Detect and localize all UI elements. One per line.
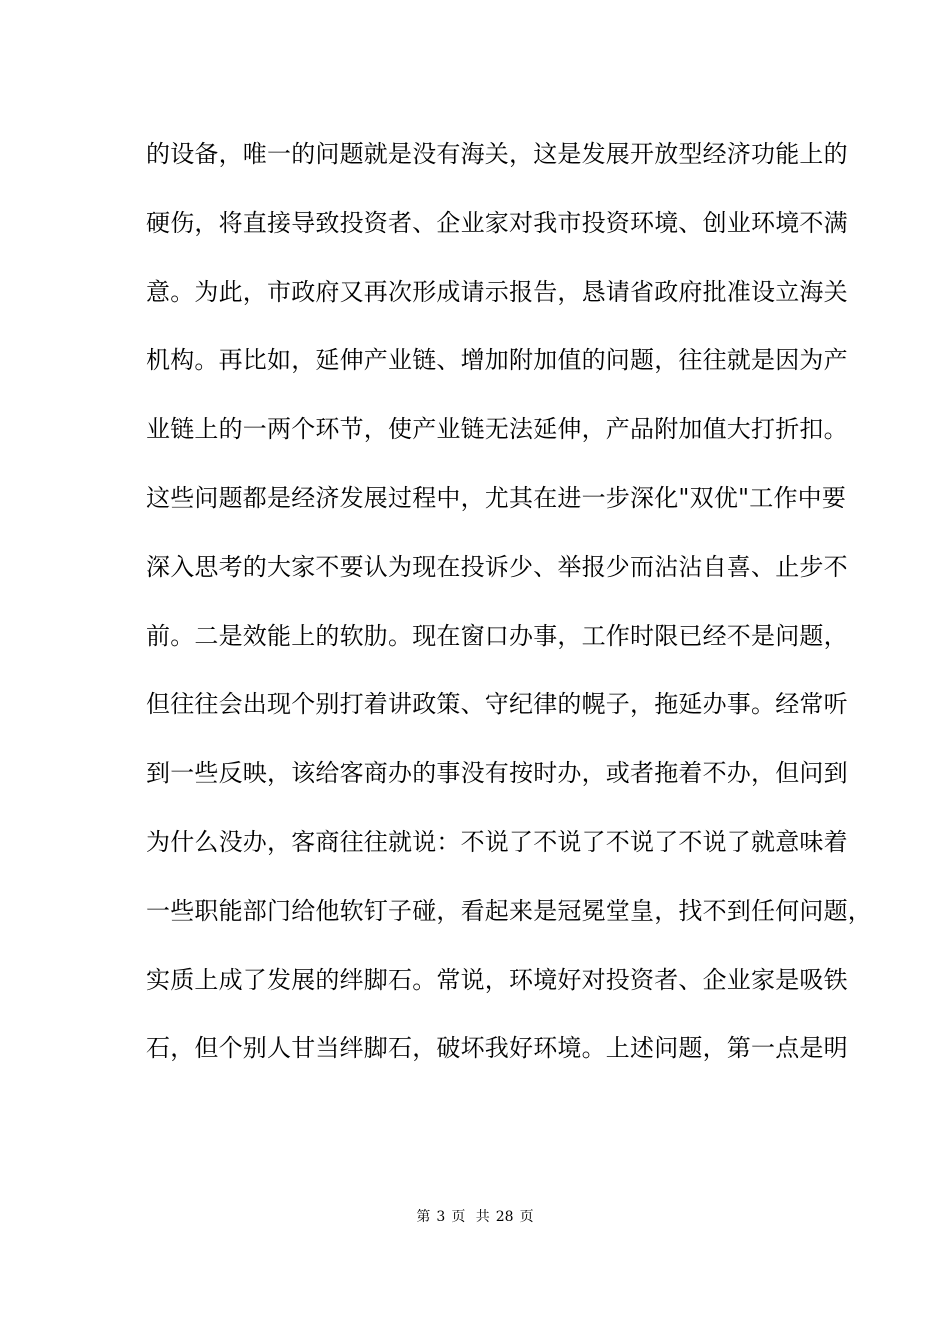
- text-line-2: 硬伤，将直接导致投资者、企业家对我市投资环境、创业环境不满: [146, 208, 848, 237]
- text-line-1: 的设备，唯一的问题就是没有海关，这是发展开放型经济功能上的: [146, 140, 848, 168]
- footer-current-page: 3: [436, 1209, 446, 1225]
- text-line-11: 为什么没办，客商往往就说：不说了不说了不说了不说了就意味着: [146, 827, 848, 856]
- text-line-13: 实质上成了发展的绊脚石。常说，环境好对投资者、企业家是吸铁: [146, 965, 848, 994]
- text-line-8: 前。二是效能上的软肋。现在窗口办事，工作时限已经不是问题，: [146, 621, 848, 650]
- text-line-12: 一些职能部门给他软钉子碰，看起来是冠冕堂皇，找不到任何问题，: [146, 896, 872, 925]
- text-line-9: 但往往会出现个别打着讲政策、守纪律的幌子，拖延办事。经常听: [146, 690, 848, 719]
- text-line-5: 业链上的一两个环节，使产业链无法延伸，产品附加值大打折扣。: [146, 415, 848, 444]
- footer-prefix: 第: [416, 1209, 431, 1225]
- text-line-7: 深入思考的大家不要认为现在投诉少、举报少而沾沾自喜、止步不: [146, 552, 848, 581]
- page-footer: [0, 1206, 950, 1226]
- text-line-14: 石，但个别人甘当绊脚石，破坏我好环境。上述问题，第一点是明: [146, 1034, 848, 1063]
- text-line-6: 这些问题都是经济发展过程中，尤其在进一步深化"双优"工作中要: [146, 483, 847, 512]
- text-line-10: 到一些反映，该给客商办的事没有按时办，或者拖着不办，但问到: [146, 759, 848, 788]
- footer-total-pages: 28: [495, 1209, 514, 1225]
- footer-suffix: 页: [519, 1209, 534, 1225]
- footer-middle: 页 共: [451, 1209, 490, 1225]
- text-line-3: 意。为此，市政府又再次形成请示报告，恳请省政府批准设立海关: [146, 277, 848, 306]
- text-line-4: 机构。再比如，延伸产业链、增加附加值的问题，往往就是因为产: [146, 346, 848, 375]
- body-text: [146, 130, 872, 1093]
